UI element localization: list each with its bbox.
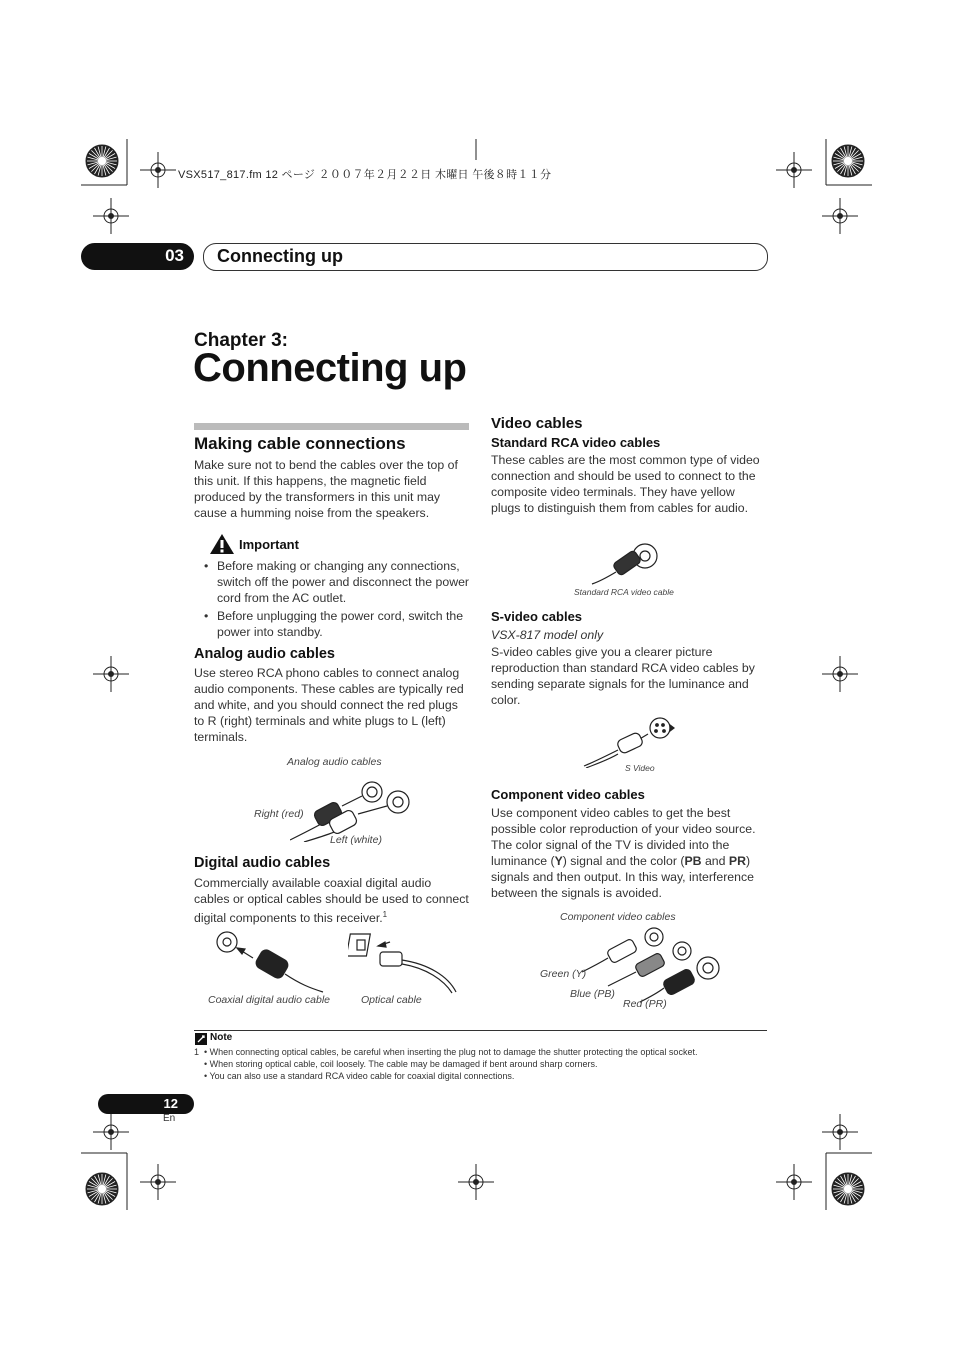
note-line: • You can also use a standard RCA video cable for coaxial digital connections. [204, 1071, 515, 1081]
component-heading: Component video cables [491, 787, 645, 802]
pr-symbol: PR [728, 854, 746, 868]
note-rule [194, 1030, 767, 1031]
note-icon [195, 1033, 207, 1045]
left-white-label: Left (white) [330, 834, 382, 846]
footnote-ref: 1 [382, 910, 388, 919]
rca-video-caption: Standard RCA video cable [574, 587, 674, 597]
important-label: Important [239, 537, 299, 552]
video-cables-heading: Video cables [491, 415, 583, 432]
note-list [194, 1046, 697, 1082]
coaxial-cable-illustration [215, 930, 325, 994]
language-label: En [163, 1113, 176, 1124]
page-number: 12 [163, 1096, 178, 1111]
component-body-part: ) signal and the color ( [562, 854, 685, 868]
chapter-number-badge [81, 243, 194, 270]
luminance-symbol: Y [554, 854, 563, 868]
svideo-cable-illustration [582, 714, 682, 768]
rca-video-cable-illustration [590, 538, 660, 586]
analog-heading: Analog audio cables [194, 646, 335, 662]
chapter-label: Chapter 3: [194, 330, 288, 351]
blue-label: Blue (PB) [570, 988, 615, 1000]
digital-body-text: Commercially available coaxial digital audio cables or optical cables should be used to connect digital components to this receiver. [194, 876, 469, 926]
making-connections-heading: Making cable connections [194, 434, 406, 453]
note-line: • When storing optical cable, coil loosely. The cable may be damaged if bent around sharp corners. [204, 1059, 598, 1069]
analog-body: Use stereo RCA phono cables to connect analog audio components. These cables are typically red and white, and you should connect the red plugs to R (right) terminals and white plugs to L (left) terminals. [194, 666, 464, 744]
rca-video-body: These cables are the most common type of video connection and should be used to connect to the composite video terminals. They have yellow plugs to distinguish them from cables for audio. [491, 453, 760, 515]
pb-symbol: PB [684, 854, 702, 868]
svideo-body: S-video cables give you a clearer picture reproduction than standard RCA video cables by sending separate signals for the luminance and color. [491, 645, 755, 707]
print-header: VSX517_817.fm 12 ページ ２００７年２月２２日 木曜日 午後８時１１分 [178, 169, 552, 181]
svideo-model-note: VSX-817 model only [491, 628, 604, 642]
page-title: Connecting up [193, 346, 467, 390]
red-label: Red (PR) [623, 998, 667, 1010]
important-item: • Before unplugging the power cord, switch the power into standby. [194, 608, 470, 640]
note-number: 1 [194, 1047, 200, 1057]
analog-cables-illustration [290, 780, 420, 842]
svideo-heading: S-video cables [491, 609, 583, 624]
important-list [194, 558, 470, 642]
note-line [194, 1046, 697, 1058]
svideo-caption: S Video [625, 763, 655, 773]
coaxial-caption: Coaxial digital audio cable [208, 994, 330, 1006]
component-body [491, 805, 769, 901]
section-rule [194, 423, 469, 430]
important-icon [209, 533, 235, 555]
chapter-number: 03 [165, 246, 184, 265]
analog-figure-caption: Analog audio cables [287, 756, 382, 768]
making-connections-body: Make sure not to bend the cables over the top of this unit. If this happens, the magnetic field produced by the transformers in this unit may cause a humming noise from the speakers. [194, 458, 458, 520]
important-item: • Before making or changing any connections, switch off the power and disconnect the power cord from the AC outlet. [194, 558, 470, 606]
optical-caption: Optical cable [361, 994, 422, 1006]
digital-body [194, 875, 470, 926]
optical-cable-illustration [348, 930, 460, 994]
green-label: Green (Y) [540, 968, 587, 980]
digital-heading: Digital audio cables [194, 855, 331, 871]
page-number-badge [98, 1094, 194, 1114]
component-body-part: Use component video cables to get the best possible color reproduction of your video source. The color signal of the TV is divided into the luminance ( [491, 806, 756, 868]
rca-video-heading: Standard RCA video cables [491, 435, 661, 450]
right-red-label: Right (red) [254, 808, 304, 820]
note-text: • When connecting optical cables, be careful when inserting the plug not to damage the shutter protecting the optical socket. [204, 1047, 698, 1057]
component-caption: Component video cables [560, 911, 676, 923]
component-body-part: ) signals and then output. In this way, interference between the signals is avoided. [491, 854, 754, 900]
chapter-title-bar [203, 243, 768, 271]
note-label: Note [210, 1032, 233, 1043]
component-body-part: and [701, 854, 729, 868]
chapter-bar-title: Connecting up [217, 246, 343, 266]
